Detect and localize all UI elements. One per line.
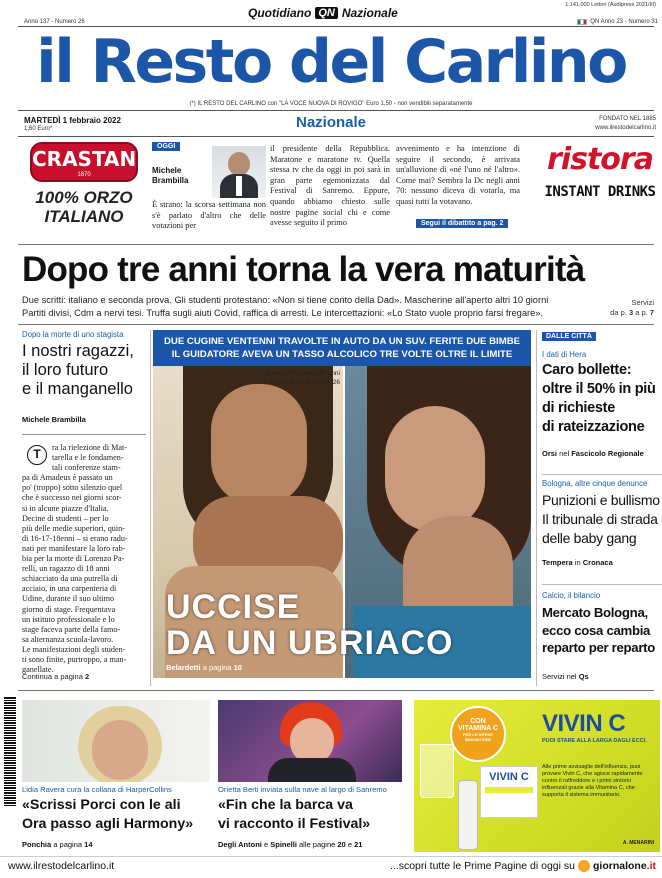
issue-number: Anno 137 - Numero 26 (24, 19, 85, 25)
story3-ref-label: Servizi nel (542, 672, 577, 681)
byline-page: 10 (233, 663, 242, 672)
ristora-brand: ristora (547, 142, 653, 177)
sidebar-story3-kicker: Calcio, il bilancio (542, 591, 601, 600)
main-headline: Dopo tre anni torna la vera maturità (22, 250, 585, 289)
editorial-dropcap: T (27, 445, 47, 465)
sidebar-story3-ref[interactable] (542, 672, 589, 681)
berti-ref-page-sep: e (347, 840, 352, 849)
berti-title-1[interactable]: «Fin che la barca va (218, 797, 353, 813)
headline-summary-2: Partiti divisi, Cdm a nervi tesi. Truffa sugli aiuti Covid, raffica di arresti. Le intercettazioni: «Lo Stato vuole proprio farsi fregare». (22, 308, 544, 318)
headline-summary-1: Due scritti: italiano e seconda prova. Gli studenti protestano: «Non si tiene conto della Dad». Mascherine all'aperto altri 10 giorni (22, 295, 549, 305)
berti-ref-page-b: 21 (354, 840, 363, 849)
sidebar-title-line: oltre il 50% in più (542, 381, 656, 397)
editorial-body-line: ra la rielezione di Mat- (52, 443, 128, 452)
vivin-glass (420, 744, 454, 798)
services-prefix: da p. (610, 308, 627, 317)
editorial-body-line: po' (troppo) sotto silenzio quel (22, 483, 123, 493)
berti-ref[interactable] (218, 840, 362, 849)
oggi-col1: È strano: la scorsa settimana non s'è parlato d'altro che delle votazioni per (152, 200, 266, 230)
editorial-body-line: si in alcune piazze d'Italia. (22, 503, 109, 513)
story2-ref-label: in (574, 558, 581, 567)
website-label: www.ilrestodelcarlino.it (595, 125, 656, 131)
editorial-body-line: più delle medie superiori, quin- (22, 523, 125, 533)
sidebar-story3-title[interactable] (542, 604, 662, 657)
readers-count: 1.141.000 Lettori (Audipress 2021/III) (565, 2, 656, 8)
editorial-continue[interactable] (22, 672, 89, 681)
edition-label: Nazionale (295, 114, 367, 131)
editorial-body-line: Decine di studenti – per lo (22, 513, 109, 523)
vivin-tube (458, 780, 478, 850)
price: 1,60 Euro* (24, 126, 53, 132)
founded-label: FONDATO NEL 1885 (599, 116, 656, 122)
vivin-body: Alle prime avvisaglie dell'influenza, puoi provare Vivin C, che agisce rapidamente contro il raffreddore e i primi sintomi influenzali grazie alla Vitamina C, che supporta il sistema immunitario. (542, 764, 643, 798)
sidebar-title-line: di rateizzazione (542, 419, 645, 435)
sidebar-story1-kicker: I dati di Hera (542, 350, 587, 359)
crastan-logo (30, 142, 138, 182)
sidebar-title-line: Caro bollette: (542, 362, 632, 378)
ravera-photo (22, 700, 210, 782)
photo-caption-2: A destra, Sara Rizzotto, 26 (262, 379, 340, 386)
story1-ref-section: Fascicolo Regionale (571, 449, 644, 458)
main-story-banner (153, 330, 531, 366)
vivin-c-ad[interactable] (414, 700, 660, 852)
main-story-byline[interactable] (166, 663, 242, 672)
ravera-ref[interactable] (22, 840, 93, 849)
qn-issue (577, 19, 658, 25)
crastan-line1: 100% ORZO (35, 188, 133, 207)
oggi-link[interactable]: Segui il dibattito a pag. 2 (416, 219, 508, 228)
oggi-author-first: Michele (152, 166, 182, 175)
story1-ref-city: Orsi (542, 449, 558, 458)
sidebar-title-line: ecco cosa cambia (542, 622, 651, 638)
editorial-body-line: Udine, durante il suo ultimo (22, 594, 115, 604)
editorial-body-line: tarella e le fondamen- (52, 453, 124, 463)
vivin-tagline: PUOI STARE ALLA LARGA DAGLI ECCI. (542, 738, 647, 744)
ristora-ad[interactable] (540, 140, 660, 236)
nazionale-label: Nazionale (341, 6, 398, 20)
ravera-kicker: Lidia Ravera cura la collana di HarperCollins (22, 785, 172, 794)
story2-ref-section: Cronaca (582, 558, 613, 567)
banner-line-2: IL GUIDATORE AVEVA UN TASSO ALCOLICO TRE VOLTE OLTRE IL LIMITE (171, 349, 513, 360)
qn-header (248, 6, 398, 20)
editorial-body-line: tali conferenze stam- (52, 463, 121, 473)
editorial-body-line: bia per la morte di Lorenzo Pa- (22, 554, 125, 564)
berti-ref-page-a: 20 (337, 840, 346, 849)
footer-promo-text: ...scopri tutte le Prime Pagine di oggi su (389, 860, 575, 872)
brambilla-photo (212, 146, 266, 198)
ravera-ref-page: 14 (84, 840, 93, 849)
services-sep: a p. (635, 308, 648, 317)
vivin-badge-line1: CON (470, 718, 486, 725)
qn-issue-text: QN Anno 23 - Numero 31 (590, 19, 658, 25)
quotidiano-label: Quotidiano (248, 6, 312, 20)
crastan-ad[interactable] (20, 142, 148, 236)
crastan-brand: CRASTAN (32, 147, 137, 171)
byline-label: a pagina (202, 663, 232, 672)
editorial-body-line: schiacciato da una putrella di (22, 574, 118, 584)
continue-label: Continua a pagina (22, 672, 83, 681)
giornalone-logo-icon (578, 860, 590, 872)
editorial-body-line: stage faceva parte della famo- (22, 624, 121, 634)
continue-page: 2 (84, 672, 90, 681)
story1-ref-label: nel (559, 449, 570, 458)
sidebar-title-line: reparto per reparto (542, 640, 656, 655)
date: MARTEDÌ 1 febbraio 2022 (24, 116, 121, 125)
story3-ref-section: Qs (578, 672, 589, 681)
ristora-tag: INSTANT DRINKS (544, 184, 656, 200)
ravera-ref-author: Ponchia (22, 840, 52, 849)
ravera-title-2[interactable]: Ora passo agli Harmony» (22, 816, 194, 832)
editorial-body-line: pa di Amadeus è passato un (22, 473, 113, 483)
editorial-author: Michele Brambilla (22, 415, 86, 424)
berti-title-2[interactable]: vi racconto il Festival» (218, 816, 371, 832)
footer-brand: giornalone.it (592, 860, 656, 872)
sidebar-title-line: Mercato Bologna, (542, 605, 648, 620)
sidebar-story2-ref[interactable] (542, 558, 613, 567)
edition-note: (*) IL RESTO DEL CARLINO con "LA VOCE NUOVA DI ROVIGO" Euro 1,50 - non vendibili separatamente (189, 101, 473, 107)
services-pages (610, 308, 654, 317)
footer-website[interactable]: www.ilrestodelcarlino.it (8, 860, 115, 872)
berti-ref-author1: Degli Antoni (218, 840, 262, 849)
main-story-title-1: UCCISE (166, 588, 301, 626)
vivin-badge (450, 706, 506, 762)
vivin-badge-line3: PER LE DIFESE IMMUNITARIE (462, 732, 493, 742)
crastan-line2: ITALIANO (44, 207, 124, 226)
editorial-body-line: relli, un ragazzo di 18 anni (22, 564, 110, 574)
oggi-col3: avvenimento e ha intenzione di seguire il secondo, è arrivata un'alluvione di «né l'uno né l'altro». Come mai? Sembra la Dc negli anni 70: nessuno diceva di votarla, ma quasi tutti la votavano. (396, 144, 520, 206)
oggi-author-last: Brambilla (152, 176, 189, 185)
editorial-body-line: che è successo nei giorni scor- (22, 493, 122, 503)
oggi-col2: il presidente della Repubblica. Maratone e maratone tv. Quella stessa tv che da oggi in poi sarà in gran parte egemonizzata dal Festival di Sanremo. Eppure, quando abbiamo chiesto sulle nostre pagine social chi e come avesse seguito il primo (270, 144, 390, 228)
sidebar-story1-title[interactable] (542, 361, 662, 437)
vivin-badge-line2: VITAMINA C (457, 725, 499, 732)
editorial-body-line: nati per manifestare la loro rab- (22, 543, 126, 553)
editorial-body-line: un istituto professionale e lo (22, 614, 115, 624)
editorial-body-line: acciaio, in una carpenteria di (22, 584, 117, 594)
barcode (4, 696, 16, 806)
qn-logo: QN (315, 7, 338, 19)
sidebar-story2-title[interactable] (542, 491, 662, 548)
oggi-label: OGGI (152, 142, 180, 151)
services-to: 7 (649, 308, 654, 317)
photo-caption-1: Jessica Fragasso, 20 anni (264, 370, 340, 377)
services-from: 3 (628, 308, 634, 317)
oggi-box (152, 142, 522, 234)
berti-ref-label: alle pagine (299, 840, 336, 849)
sidebar-story2-kicker: Bologna, altre cinque denunce (542, 479, 648, 488)
services-label: Servizi (631, 298, 654, 307)
editorial-body (22, 443, 146, 675)
ravera-title-1[interactable]: «Scrissi Porci con le ali (22, 797, 181, 813)
berti-kicker: Orietta Berti inviata sulla nave al largo di Sanremo (218, 785, 387, 794)
sidebar-title-line: Il tribunale di strada (542, 511, 658, 527)
banner-line-1: DUE CUGINE VENTENNI TRAVOLTE IN AUTO DA UN SUV. FERITE DUE BIMBE (163, 336, 521, 347)
editorial-body-line: giorno di stage. Frequentava (22, 604, 116, 614)
editorial-body-line: sa alternanza scuola-lavoro. (22, 634, 114, 644)
newspaper-title: il Resto del Carlino (36, 27, 626, 97)
main-story-title-2: DA UN UBRIACO (166, 624, 454, 662)
ravera-ref-label: a pagina (53, 840, 83, 849)
vivin-box-brand: VIVIN C (489, 771, 529, 783)
italian-flag-icon (577, 19, 587, 25)
berti-ref-author2: Spinelli (270, 840, 297, 849)
sidebar-section: DALLE CITTÀ (542, 332, 596, 341)
editorial-kicker: Dopo la morte di uno stagista (22, 330, 124, 339)
editorial-body-line: ti sono finite, purtroppo, a man- (22, 654, 127, 664)
editorial-body-line: di 16-17-18enni – si erano radu- (22, 533, 128, 543)
footer-promo[interactable] (390, 860, 656, 872)
sidebar-title-line: Punizioni e bullismo (542, 492, 660, 508)
sidebar-title-line: delle baby gang (542, 530, 637, 546)
sidebar-title-line: di richieste (542, 400, 615, 416)
vivin-box (480, 766, 538, 818)
editorial-title-3: e il manganello (22, 380, 133, 398)
editorial-title-2: il loro futuro (22, 361, 109, 379)
crastan-year: 1870 (77, 172, 91, 178)
editorial-body-line: Le manifestazioni degli studen- (22, 644, 126, 654)
editorial (22, 330, 144, 424)
story2-ref-author: Tempera (542, 558, 573, 567)
sidebar-story1-ref[interactable] (542, 449, 644, 458)
berti-photo (218, 700, 402, 782)
vivin-company: A. MENARINI (622, 840, 654, 846)
editorial-title-1: I nostri ragazzi, (22, 342, 134, 360)
editorial-body-line: ganellate. (22, 665, 54, 675)
vivin-brand: VIVIN C (542, 710, 626, 737)
byline-author: Belardetti (166, 663, 201, 672)
berti-ref-and: e (263, 840, 269, 849)
